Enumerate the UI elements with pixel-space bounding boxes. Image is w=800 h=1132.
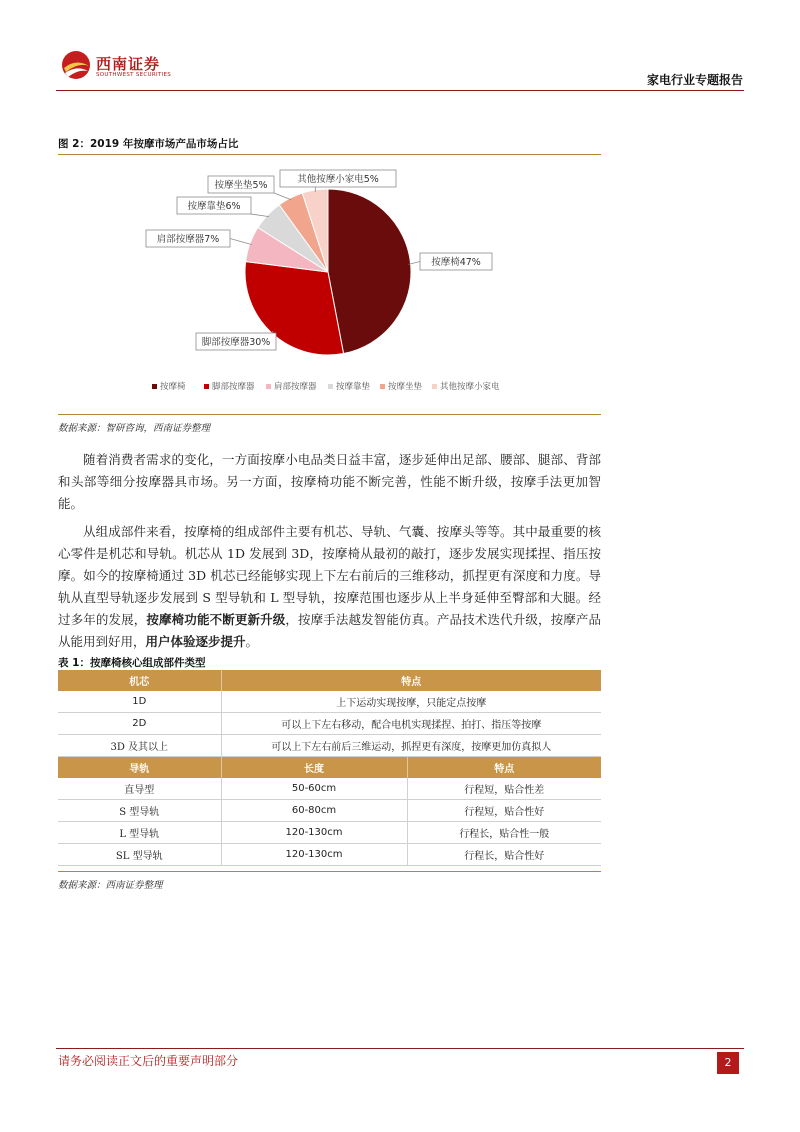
- table-cell: 120-130cm: [221, 844, 407, 866]
- table-header-row-1: [58, 670, 601, 691]
- paragraph-2-text-c: 。: [245, 634, 259, 649]
- table-cell: 可以上下左右前后三维运动，抓捏更有深度，按摩更加仿真拟人: [221, 735, 601, 757]
- paragraph-1: 随着消费者需求的变化，一方面按摩小电品类日益丰富，逐步延伸出足部、腰部、腿部、背部和头部等细分按摩器具市场。另一方面，按摩椅功能不断完善，性能不断升级，按摩手法更加智能。: [58, 452, 601, 511]
- table-cell: 3D 及其以上: [58, 735, 221, 757]
- legend-entry: 脚部按摩器: [212, 382, 255, 392]
- table-cell: 120-130cm: [221, 822, 407, 844]
- paragraph-2-text-b: ，按摩手法越发智能仿真。产品技术迭代升级，按摩产品从能用到好用，: [58, 612, 601, 649]
- table-row: [58, 735, 601, 757]
- slice-label: 按摩靠垫6%: [187, 201, 241, 212]
- figure-bottom-rule: [58, 414, 601, 415]
- legend-swatch: [432, 384, 437, 389]
- table-header-cell: 长度: [221, 757, 407, 779]
- slice-label: 其他按摩小家电5%: [297, 174, 379, 185]
- slice-label: 脚部按摩器30%: [201, 337, 271, 348]
- paragraph-2-text-a: 从组成部件来看，按摩椅的组成部件主要有机芯、导轨、气囊、按摩头等等。其中最重要的核心零件是机芯和导轨。机芯从 1D 发展到 3D，按摩椅从最初的敲打，逐步发展实现揉捏、指压按摩。如今的按摩椅通过 3D 机芯已经能够实现上下左右前后的三维移动，抓捏更有深度和力度。导轨从直型导轨逐步发展到 S 型导轨和 L 型导轨，按摩范围也逐步从上半身延伸至臀部和大腿。经过多年的发展，: [58, 524, 601, 627]
- legend-swatch: [380, 384, 385, 389]
- slice-leader-line: [274, 193, 291, 200]
- slice-label: 按摩坐垫5%: [214, 180, 268, 191]
- table-bottom-rule: [58, 871, 601, 872]
- page-number: 2: [717, 1052, 739, 1074]
- table-cell: 行程长，贴合性一般: [407, 822, 601, 844]
- slice-label: 按摩椅47%: [431, 257, 481, 268]
- paragraph-2-bold-1: 按摩椅功能不断更新升级: [146, 612, 286, 627]
- table-header-cell: 机芯: [58, 670, 221, 691]
- slice-leader-line: [251, 214, 269, 217]
- pie-slice: [328, 189, 411, 354]
- table-cell: 可以上下左右移动，配合电机实现揉捏、拍打、指压等按摩: [221, 713, 601, 735]
- table-cell: SL 型导轨: [58, 844, 221, 866]
- table-cell: 行程长，贴合性好: [407, 844, 601, 866]
- pie-chart: [58, 155, 601, 413]
- logo-name: 西南证券: [96, 55, 161, 73]
- slice-label: 肩部按摩器7%: [156, 234, 220, 245]
- table-header-cell: 特点: [407, 757, 601, 779]
- legend-swatch: [152, 384, 157, 389]
- table-source: 数据来源：西南证券整理: [58, 880, 163, 891]
- report-title: 家电行业专题报告: [646, 73, 743, 87]
- legend-entry: 其他按摩小家电: [440, 382, 500, 392]
- table-cell: 1D: [58, 691, 221, 713]
- table-row: [58, 800, 601, 822]
- paragraph-2-bold-2: 用户体验逐步提升: [145, 634, 246, 649]
- table-cell: 60-80cm: [221, 800, 407, 822]
- table-cell: 上下运动实现按摩，只能定点按摩: [221, 691, 601, 713]
- legend-swatch: [266, 384, 271, 389]
- table-row: [58, 822, 601, 844]
- components-table: [58, 670, 601, 866]
- slice-leader-line: [230, 239, 252, 245]
- header-divider: [56, 90, 744, 91]
- legend-entry: 按摩坐垫: [388, 382, 423, 392]
- table-caption: 表 1：按摩椅核心组成部件类型: [58, 657, 206, 669]
- table-row: [58, 691, 601, 713]
- figure-caption: 图 2：2019 年按摩市场产品市场占比: [58, 138, 239, 150]
- table-row: [58, 844, 601, 866]
- legend-entry: 按摩椅: [160, 382, 186, 392]
- legend-swatch: [204, 384, 209, 389]
- table-cell: 直导型: [58, 778, 221, 800]
- table-header-cell: 导轨: [58, 757, 221, 779]
- paragraph-2: [58, 521, 601, 653]
- table-header-cell: 特点: [221, 670, 601, 691]
- table-row: [58, 713, 601, 735]
- legend-swatch: [328, 384, 333, 389]
- logo-english-name: SOUTHWEST SECURITIES: [96, 72, 172, 78]
- table-cell: 行程短，贴合性好: [407, 800, 601, 822]
- footer-divider: [56, 1048, 744, 1049]
- legend-entry: 肩部按摩器: [274, 382, 317, 392]
- legend-entry: 按摩靠垫: [336, 382, 371, 392]
- table-cell: 50-60cm: [221, 778, 407, 800]
- footer-disclaimer: 请务必阅读正文后的重要声明部分: [58, 1054, 239, 1068]
- table-row: [58, 778, 601, 800]
- figure-source: 数据来源：智研咨询，西南证券整理: [58, 423, 211, 434]
- table-cell: L 型导轨: [58, 822, 221, 844]
- table-cell: 行程短，贴合性差: [407, 778, 601, 800]
- table-header-row-2: [58, 757, 601, 779]
- table-cell: S 型导轨: [58, 800, 221, 822]
- table-cell: 2D: [58, 713, 221, 735]
